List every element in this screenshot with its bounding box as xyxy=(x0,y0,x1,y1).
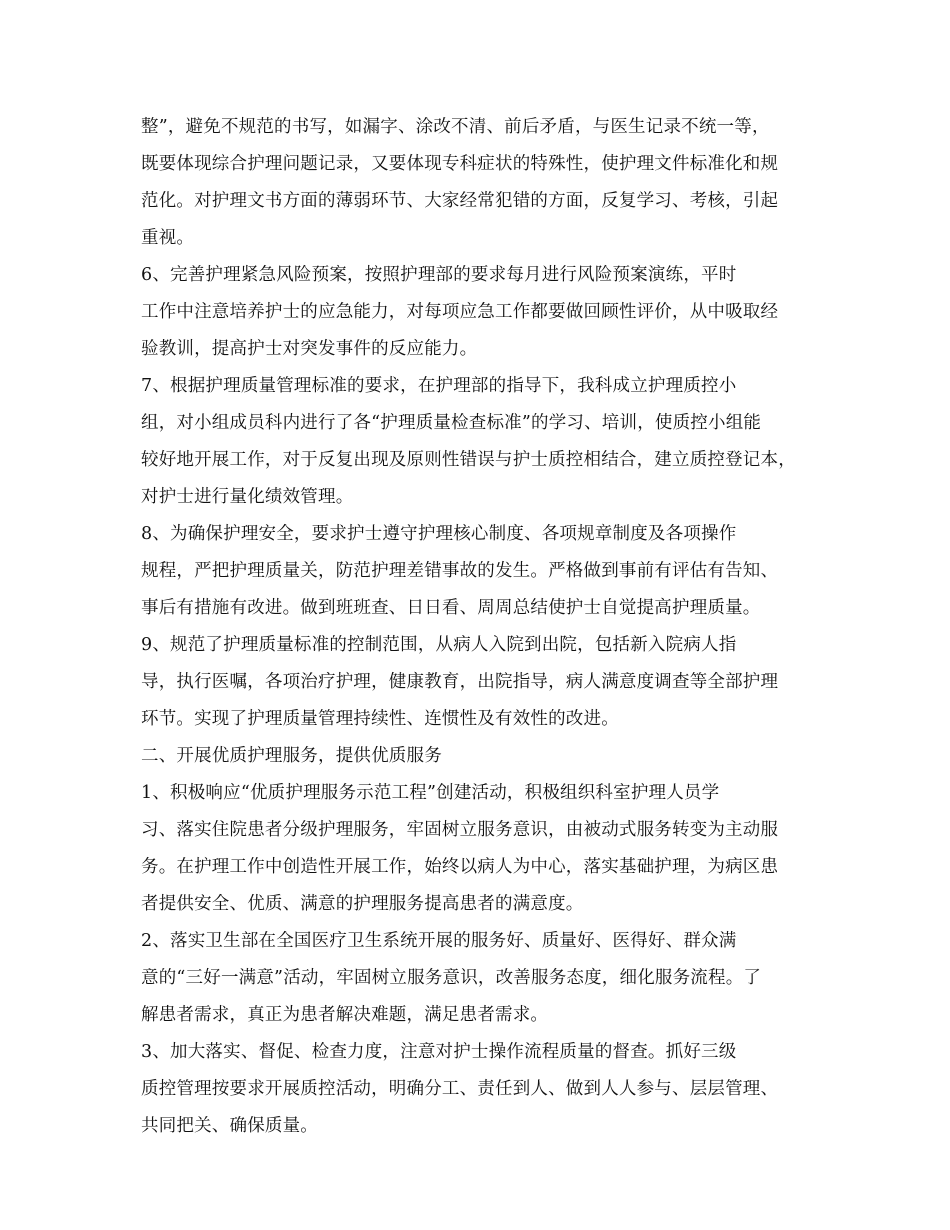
text-line: 务。在护理工作中创造性开展工作，始终以病人为中心，落实基础护理，为病区患 xyxy=(141,857,779,877)
text-line: 6、完善护理紧急风险预案，按照护理部的要求每月进行风险预案演练，平时 xyxy=(141,265,737,285)
text-line: 者提供安全、优质、满意的护理服务提高患者的满意度。 xyxy=(141,894,584,914)
text-line: 3、加大落实、督促、检查力度，注意对护士操作流程质量的督查。抓好三级 xyxy=(141,1042,737,1062)
text-line: 规程，严把护理质量关，防范护理差错事故的发生。严格做到事前有评估有告知、 xyxy=(141,561,779,581)
text-line: 8、为确保护理安全，要求护士遵守护理核心制度、各项规章制度及各项操作 xyxy=(141,524,737,544)
text-line: 组，对小组成员科内进行了各“护理质量检查标准”的学习、培训，使质控小组能 xyxy=(141,413,762,433)
text-line: 整”，避免不规范的书写，如漏字、涂改不清、前后矛盾，与医生记录不统一等， xyxy=(141,117,770,137)
text-line: 2、落实卫生部在全国医疗卫生系统开展的服务好、质量好、医得好、群众满 xyxy=(141,931,737,951)
section-heading: 二、开展优质护理服务，提供优质服务 xyxy=(141,746,442,766)
text-line: 导，执行医嘱，各项治疗护理，健康教育，出院指导，病人满意度调查等全部护理 xyxy=(141,672,779,692)
text-line: 1、积极响应“优质护理服务示范工程”创建活动，积极组织科室护理人员学 xyxy=(141,783,720,803)
text-line: 较好地开展工作，对于反复出现及原则性错误与护士质控相结合，建立质控登记本， xyxy=(141,450,796,470)
text-line: 范化。对护理文书方面的薄弱环节、大家经常犯错的方面，反复学习、考核，引起 xyxy=(141,191,779,211)
text-line: 7、根据护理质量管理标准的要求，在护理部的指导下，我科成立护理质控小 xyxy=(141,376,737,396)
text-line: 验教训，提高护士对突发事件的反应能力。 xyxy=(141,339,478,359)
text-line: 习、落实住院患者分级护理服务，牢固树立服务意识，由被动式服务转变为主动服 xyxy=(141,820,779,840)
text-line: 既要体现综合护理问题记录，又要体现专科症状的特殊性，使护理文件标准化和规 xyxy=(141,154,779,174)
text-line: 共同把关、确保质量。 xyxy=(141,1116,318,1136)
text-line: 事后有措施有改进。做到班班查、日日看、周周总结使护士自觉提高护理质量。 xyxy=(141,598,761,618)
text-line: 对护士进行量化绩效管理。 xyxy=(141,487,354,507)
text-line: 环节。实现了护理质量管理持续性、连惯性及有效性的改进。 xyxy=(141,709,619,729)
text-line: 意的“三好一满意”活动，牢固树立服务意识，改善服务态度，细化服务流程。了 xyxy=(141,968,762,988)
text-line: 9、规范了护理质量标准的控制范围，从病人入院到出院，包括新入院病人指 xyxy=(141,635,737,655)
text-line: 重视。 xyxy=(141,228,195,248)
text-line: 解患者需求，真正为患者解决难题，满足患者需求。 xyxy=(141,1005,549,1025)
text-line: 工作中注意培养护士的应急能力，对每项应急工作都要做回顾性评价，从中吸取经 xyxy=(141,302,779,322)
text-line: 质控管理按要求开展质控活动，明确分工、责任到人、做到人人参与、层层管理、 xyxy=(141,1079,779,1099)
